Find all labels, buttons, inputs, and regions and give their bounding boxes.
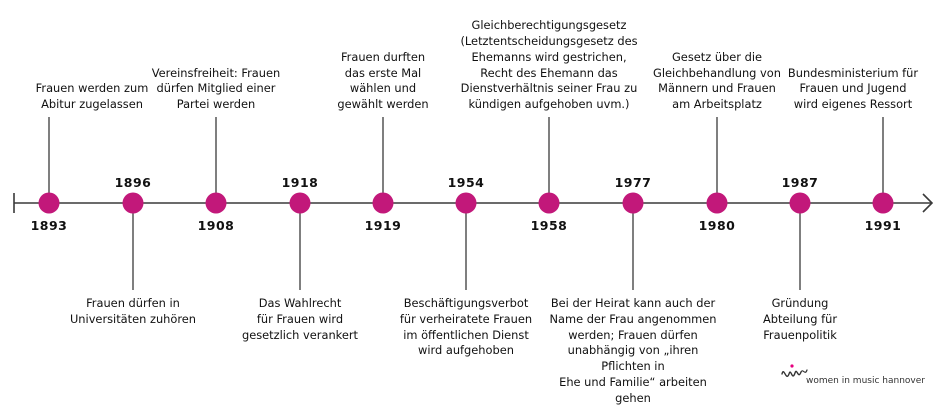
event-year: 1908: [197, 218, 235, 233]
event-year: 1954: [447, 175, 485, 190]
event-caption: Bei der Heirat kann auch der Name der Frau angenommen werden; Frauen dürfen unabhängig von „ihren Pflichten in Ehe und Familie“ arbeiten gehen: [549, 296, 717, 405]
event-dot: [290, 193, 311, 214]
event-dot: [39, 193, 60, 214]
event-dot: [123, 193, 144, 214]
event-caption: Frauen dürfen in Universitäten zuhören: [69, 296, 197, 326]
event-dot: [373, 193, 394, 214]
event-dot: [456, 193, 477, 214]
event-caption: Das Wahlrecht für Frauen wird gesetzlich verankert: [241, 296, 359, 342]
event-year: 1919: [364, 218, 402, 233]
event-caption: Frauen durften das erste Mal wählen und gewählt werden: [337, 49, 429, 112]
event-year: 1893: [30, 218, 68, 233]
event-caption: Gleichberechtigungsgesetz (Letztentscheidungsgesetz des Ehemanns wird gestrichen, Recht des Ehemann das Dienstverhältnis seiner Frau zu kündigen aufgehoben uvm.): [460, 18, 638, 112]
event-dot: [206, 193, 227, 214]
event-year: 1918: [281, 175, 319, 190]
event-year: 1980: [698, 218, 736, 233]
event-year: 1991: [864, 218, 902, 233]
event-dot: [873, 193, 894, 214]
event-year: 1977: [614, 175, 652, 190]
event-year: 1987: [781, 175, 819, 190]
event-caption: Vereinsfreiheit: Frauen dürfen Mitglied einer Partei werden: [151, 65, 281, 112]
event-year: 1958: [530, 218, 568, 233]
event-dot: [707, 193, 728, 214]
event-dot: [790, 193, 811, 214]
event-caption: Frauen werden zum Abitur zugelassen: [35, 81, 149, 112]
wim-logo: [780, 360, 930, 394]
logo-text: women in music hannover: [806, 376, 925, 386]
event-caption: Beschäftigungsverbot für verheiratete Frauen im öffentlichen Dienst wird aufgehoben: [399, 296, 533, 358]
event-caption: Gesetz über die Gleichbehandlung von Männern und Frauen am Arbeitsplatz: [653, 49, 781, 112]
event-caption: Bundesministerium für Frauen und Jugend wird eigenes Ressort: [787, 65, 919, 112]
event-dot: [623, 193, 644, 214]
event-dot: [539, 193, 560, 214]
event-caption: Gründung Abteilung für Frauenpolitik: [762, 296, 838, 342]
event-year: 1896: [114, 175, 152, 190]
